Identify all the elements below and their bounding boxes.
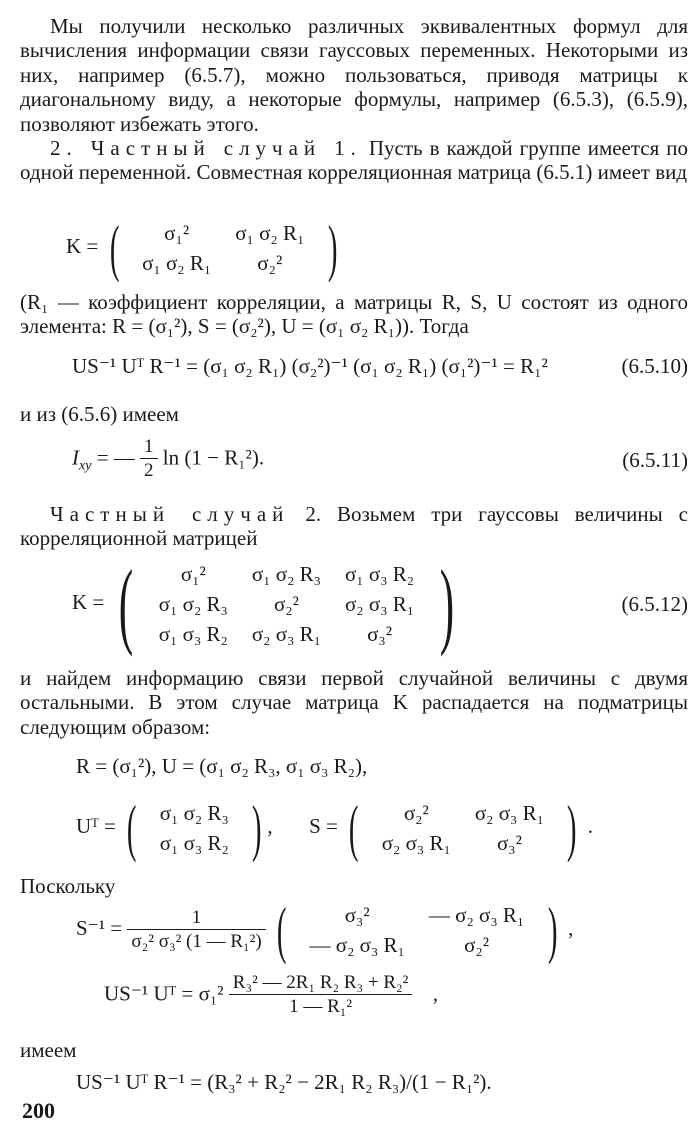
- half-den: 2: [144, 460, 154, 481]
- ut-cell: σ₁ σ₂ R₃: [159, 801, 229, 825]
- s-cell: σ₂²: [403, 801, 429, 825]
- paragraph-correlation: (R₁ — коэффициент корреляции, а матрицы R, S, U состоят из одного элемента: R = (σ₁²), S = (σ₂²), U = (σ₁ σ₂ R₁)). Тогда: [20, 290, 688, 339]
- right-paren: ): [567, 792, 577, 863]
- case-1-text: Пусть в каждой группе имеется по одной переменной. Совместная корреляционная матрица (6.5.1) имеет вид: [20, 136, 688, 185]
- comma: ,: [267, 813, 273, 838]
- k3-cell: σ₂ σ₃ R₁: [251, 622, 321, 646]
- usu-den: 1 — R₁²: [289, 996, 353, 1017]
- sinv-cell: σ₃²: [344, 903, 370, 927]
- paragraph-have: имеем: [20, 1038, 77, 1062]
- right-paren: ): [547, 894, 557, 965]
- comma: ,: [568, 915, 574, 940]
- fraction-usu: [229, 972, 413, 1019]
- case-2-label: Частный случай: [50, 502, 290, 526]
- page-number: 200: [22, 1098, 55, 1123]
- equation-6-5-12: [72, 550, 463, 657]
- equation-k2: [66, 212, 343, 283]
- paragraph-intro: Мы получили несколько различных эквивалентных формул для вычисления информации связи гауссовых переменных. Некоторыми из них, например (6.5.7), можно пользоваться, приводя матрицы к диагональному виду, а некоторые формулы, например (6.5.3), (6.5.9), позволяют избежать этого.: [20, 14, 688, 136]
- k3-cell: σ₁ σ₂ R₃: [158, 592, 228, 616]
- k3-cell: σ₁²: [180, 562, 206, 586]
- equation-6-5-10: US⁻¹ Uᵀ R⁻¹ = (σ₁ σ₂ R₁) (σ₂²)⁻¹ (σ₁ σ₂ R₁) (σ₁²)⁻¹ = R₁²: [72, 354, 548, 378]
- k3-cell: σ₂ σ₃ R₁: [344, 592, 415, 616]
- sinv-den: σ₂² σ₃² (1 — R₁²): [131, 930, 262, 952]
- k3-cell: σ₂²: [273, 592, 299, 616]
- usu-num: R₃² — 2R₁ R₂ R₃ + R₂²: [229, 972, 413, 995]
- case-2-text: 2. Возьмем три гауссовы величины с корреляционной матрицей: [20, 502, 688, 551]
- equation-s-inverse: [76, 894, 574, 965]
- log-term: ln (1 − R₁²).: [162, 445, 265, 470]
- fraction-half: [140, 436, 158, 483]
- paragraph-submatrices: и найдем информацию связи первой случайной величины с двумя остальными. В этом случае матрица K распадается на подматрицы следующим образом:: [20, 666, 688, 739]
- s-cell: σ₃²: [496, 831, 522, 855]
- right-paren: ): [327, 212, 338, 283]
- right-paren: ): [251, 792, 262, 863]
- eq-number-6-5-12: (6.5.12): [621, 592, 688, 616]
- left-paren: (: [109, 212, 119, 283]
- eq-number-6-5-10: (6.5.10): [621, 354, 688, 378]
- k2-label: K =: [66, 233, 99, 258]
- sinv-label: S⁻¹ =: [76, 915, 123, 940]
- sinv-num: 1: [127, 907, 265, 930]
- comma: ,: [432, 981, 439, 1006]
- eq-number-6-5-11: (6.5.11): [622, 448, 688, 472]
- paragraph-case-2: [20, 502, 688, 551]
- k2-cell: σ₁ σ₂ R₁: [142, 251, 212, 275]
- paragraph-from: и из (6.5.6) имеем: [20, 402, 179, 426]
- case-1-label: 2. Частный случай 1.: [50, 136, 362, 160]
- matrix-s: [370, 798, 556, 858]
- s-cell: σ₂ σ₃ R₁: [474, 801, 544, 825]
- k2-cell: σ₂²: [257, 251, 283, 275]
- equation-usu: [104, 972, 438, 1019]
- paragraph-since: Поскольку: [20, 874, 116, 898]
- sinv-cell: — σ₂ σ₃ R₁: [428, 903, 525, 927]
- k2-cell: σ₁ σ₂ R₁: [235, 221, 305, 245]
- k3-cell: σ₁ σ₂ R₃: [251, 562, 321, 586]
- paragraph-case-1: [20, 136, 688, 185]
- sinv-cell: σ₂²: [464, 933, 490, 957]
- right-paren: ): [440, 550, 455, 657]
- s-cell: σ₂ σ₃ R₁: [381, 831, 451, 855]
- equation-final: US⁻¹ Uᵀ R⁻¹ = (R₃² + R₂² − 2R₁ R₂ R₃)/(1 − R₁²).: [76, 1070, 492, 1094]
- matrix-ut: [148, 798, 241, 858]
- k2-cell: σ₁²: [164, 221, 190, 245]
- matrix-k3: [147, 559, 426, 649]
- s-label: S =: [309, 813, 338, 838]
- k3-cell: σ₃²: [367, 622, 393, 646]
- info-subscript: xy: [79, 458, 92, 474]
- half-num: 1: [140, 436, 158, 459]
- k3-label: K =: [72, 589, 105, 614]
- left-paren: (: [276, 894, 287, 965]
- equation-ut-s: [76, 792, 594, 863]
- equation-6-5-11: [72, 436, 264, 483]
- left-paren: (: [126, 792, 137, 863]
- matrix-sinv: [298, 900, 537, 960]
- usu-label: US⁻¹ Uᵀ = σ₁²: [104, 981, 224, 1006]
- ut-cell: σ₁ σ₃ R₂: [159, 831, 229, 855]
- matrix-k2: [130, 218, 316, 278]
- left-paren: (: [118, 550, 133, 657]
- info-symbol: I: [72, 445, 79, 470]
- period: .: [587, 813, 594, 838]
- left-paren: (: [349, 792, 359, 863]
- k3-cell: σ₁ σ₃ R₂: [158, 622, 228, 646]
- ut-label: Uᵀ =: [76, 813, 116, 838]
- sinv-cell: — σ₂ σ₃ R₁: [309, 933, 405, 957]
- equals-minus: = —: [96, 445, 135, 470]
- fraction-sinv: [127, 907, 265, 954]
- equation-r-u: R = (σ₁²), U = (σ₁ σ₂ R₃, σ₁ σ₃ R₂),: [76, 754, 368, 778]
- k3-cell: σ₁ σ₃ R₂: [344, 562, 415, 586]
